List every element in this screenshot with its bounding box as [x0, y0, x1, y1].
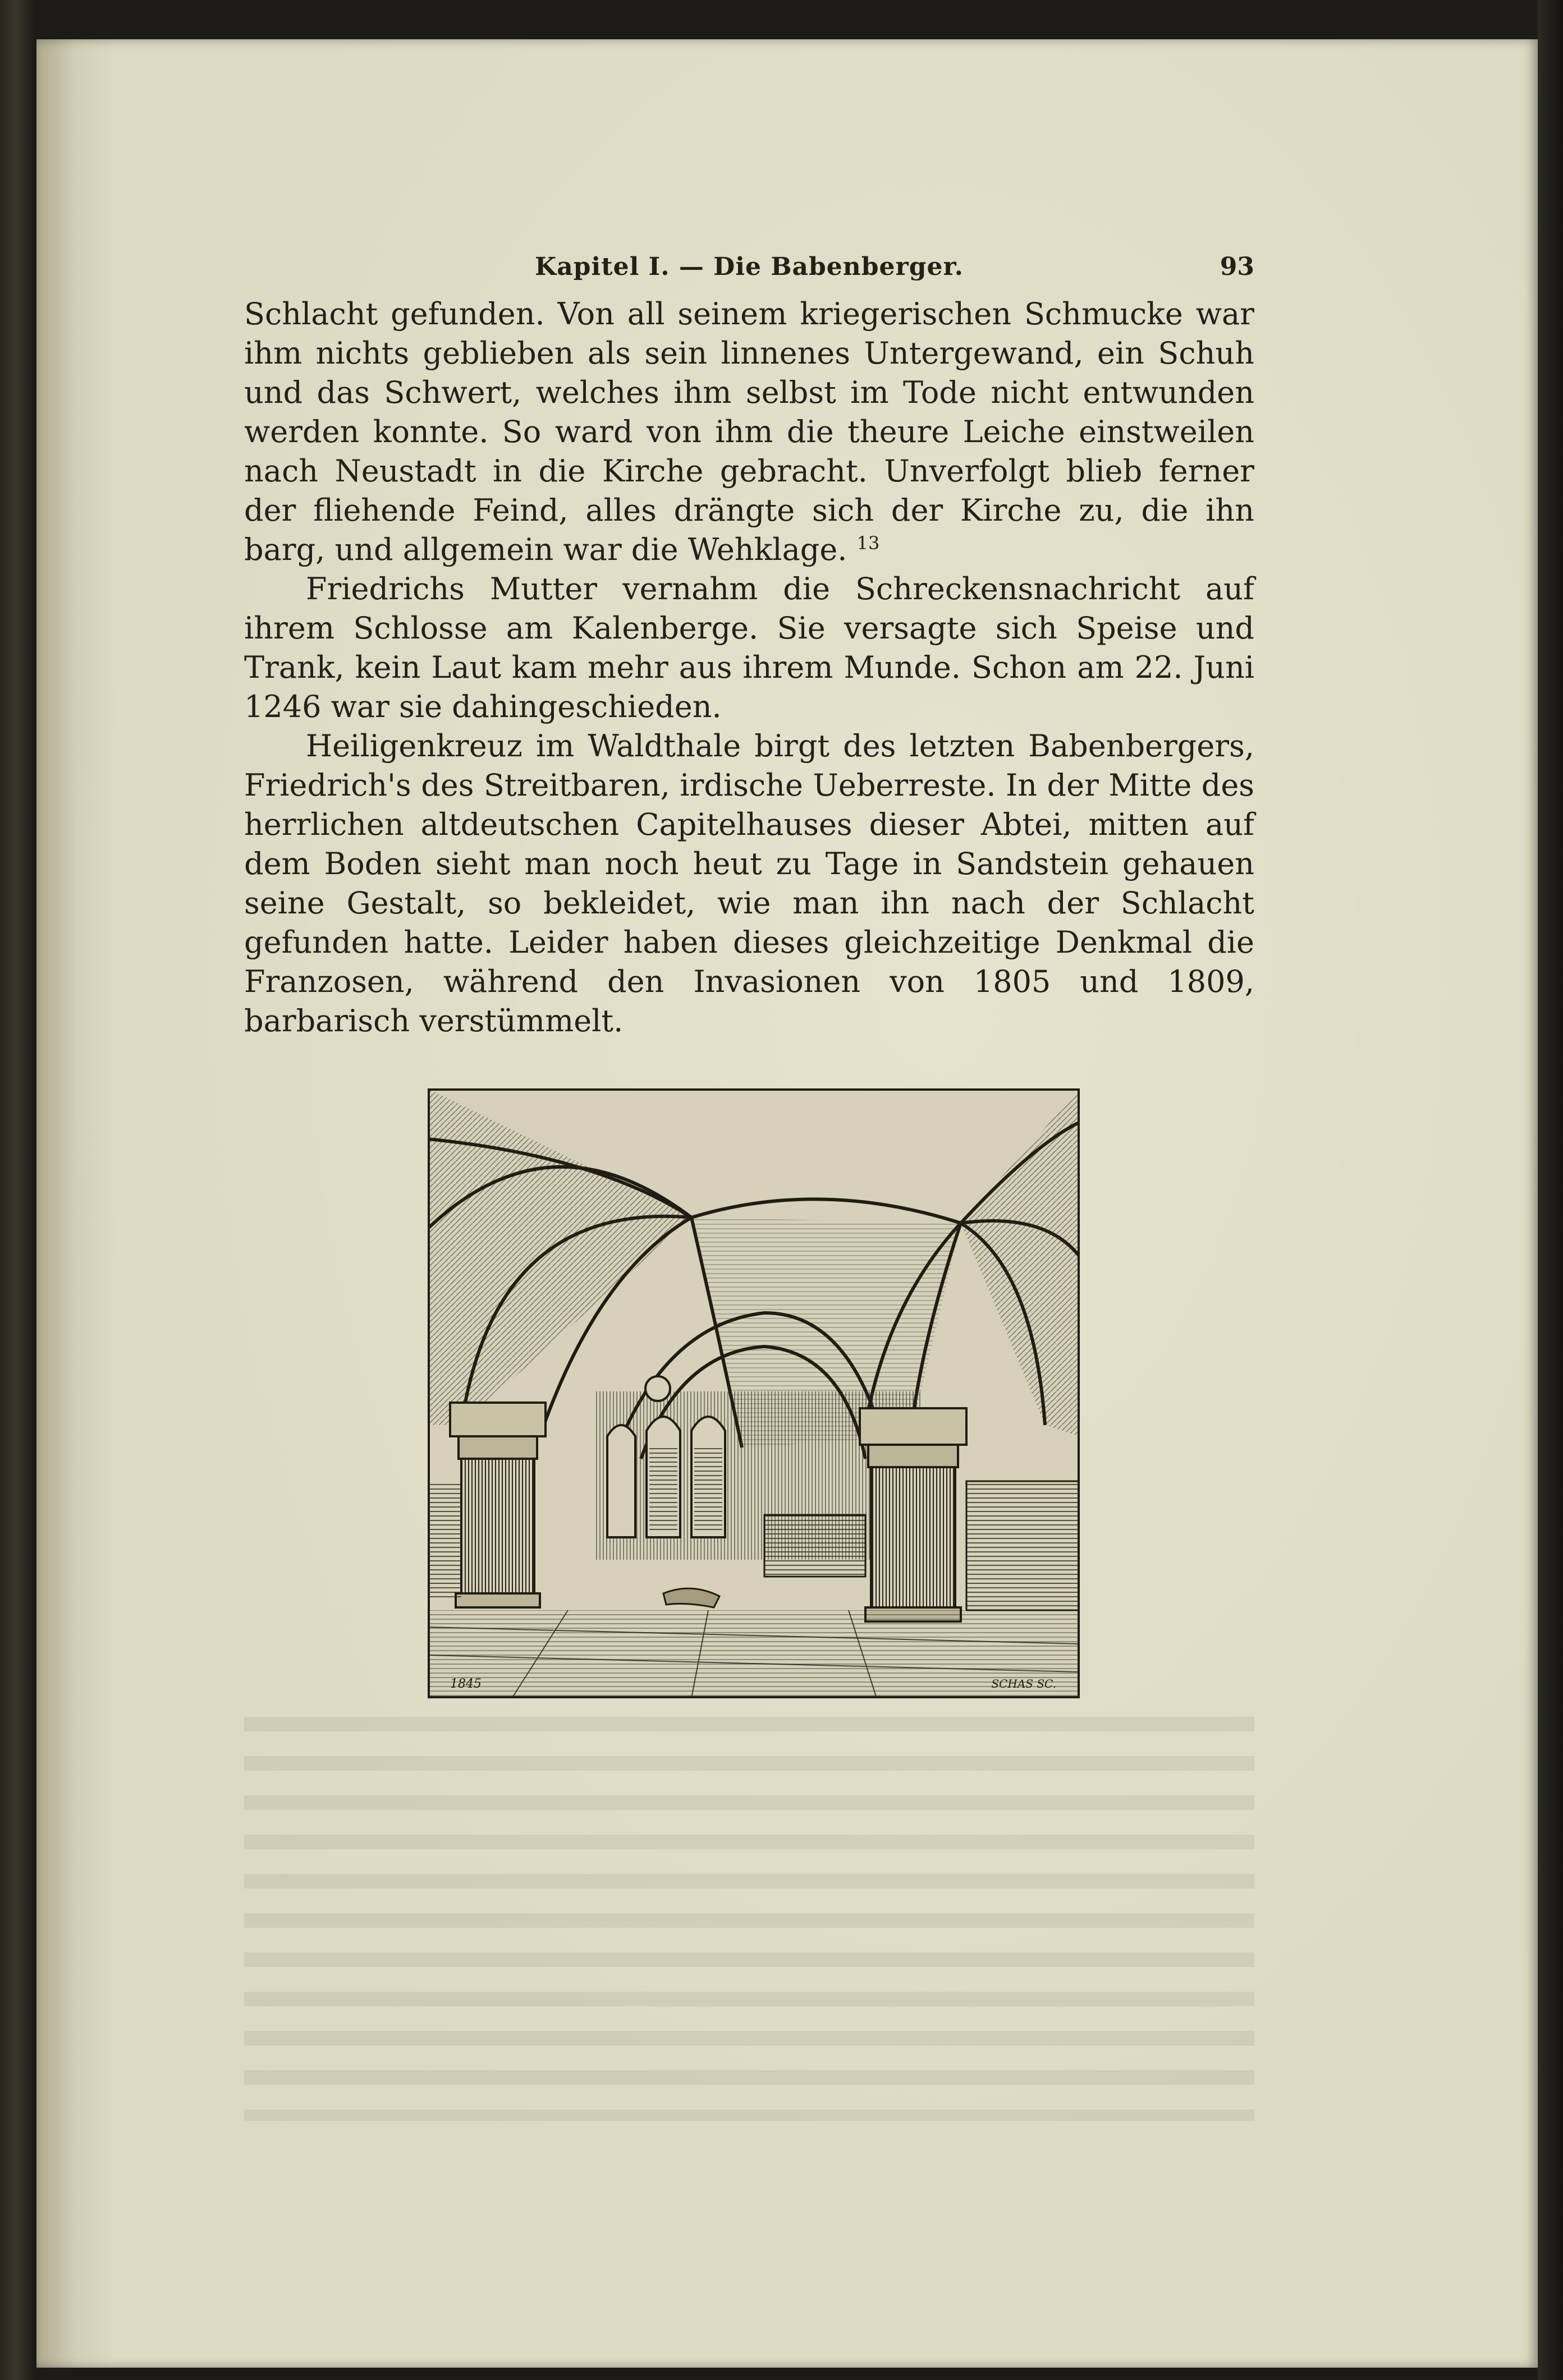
page-header	[244, 252, 1254, 292]
page-number: 93	[1220, 252, 1254, 281]
paragraph-3: Heiligenkreuz im Waldthale birgt des letzten Babenbergers, Friedrich's des Streitbaren, irdische Ueberreste. In der Mitte des herrlichen altdeutschen Capitelhauses dieser Abtei, mitten auf dem Boden sieht man noch heut zu Tage in Sandstein gehauen seine Gestalt, so bekleidet, wie man ihn nach der Schlacht gefunden hatte. Leider haben dieses gleichzeitige Denkmal die Franzosen, während den Invasionen von 1805 und 1809, barbarisch verstümmelt.	[244, 728, 1254, 1039]
engraving-illustration	[428, 1088, 1080, 1698]
signature-right: SCHAS SC.	[991, 1677, 1056, 1690]
paragraph-2: Friedrichs Mutter vernahm die Schreckensnachricht auf ihrem Schlosse am Kalenberge. Sie versagte sich Speise und Trank, kein Laut kam mehr aus ihrem Munde. Schon am 22. Juni 1246 war sie dahingeschieden.	[244, 571, 1254, 724]
paragraph-1-text: Schlacht gefunden. Von all seinem kriegerischen Schmucke war ihm nichts geblieben als sein linnenes Untergewand, ein Schuh und das Schwert, welches ihm selbst im Tode nicht entwunden werden konnte. So ward von ihm die theure Leiche einstweilen nach Neustadt in die Kirche gebracht. Unverfolgt blieb ferner der fliehende Feind, alles drängte sich der Kirche zu, die ihn barg, und allgemein war die Wehklage.	[244, 296, 1254, 567]
show-through-text	[244, 1717, 1254, 2121]
paragraph-1	[244, 295, 1254, 569]
engraving-chapter-house	[428, 1088, 1080, 1698]
footnote-marker: 13	[856, 532, 880, 554]
signature-left: 1845	[450, 1677, 482, 1691]
running-title: Kapitel I. — Die Babenberger.	[535, 252, 964, 281]
book-edge	[1538, 0, 1563, 2380]
body-text	[244, 295, 1254, 1041]
